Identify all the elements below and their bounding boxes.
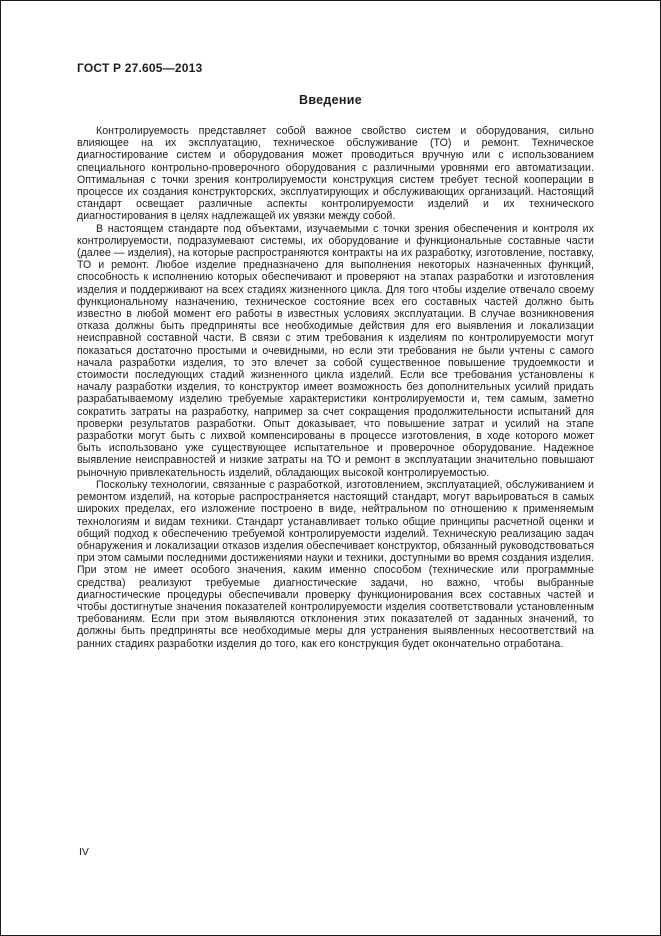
page-number: IV xyxy=(79,846,89,858)
introduction-body xyxy=(77,125,594,650)
page-title: Введение xyxy=(299,93,362,107)
paragraph: В настоящем стандарте под объектами, изучаемыми с точки зрения обеспечения и контроля их контролируемости, подразумевают системы, их оборудование и функциональные составные части (далее — изделия), на которые распространяются контракты на их разработку, изготовление, поставку, ТО и ремонт. Любое изделие предназначено для выполнения некоторых назначенных функций, способность к исполнению которых обеспечивают и проверяют на этапах разработки и изготовления изделия и поддерживают на всех стадиях жизненного цикла. Для того чтобы изделие отвечало своему функциональному назначению, техническое состояние всех его составных частей должно быть известно в любой момент его работы в известных условиях эксплуатации. В случае возникновения отказа должны быть предприняты все необходимые действия для его выявления и локализации неисправной составной части. В связи с этим требования к изделиям по контролируемости могут показаться достаточно простыми и очевидными, но если эти требования не были учтены с самого начала разработки изделия, то это влечет за собой существенное повышение трудоемкости и стоимости последующих стадий жизненного цикла изделий. Если все требования установлены к началу разработки изделия, то конструктор имеет возможность без дополнительных усилий придать разрабатываемому изделию требуемые характеристики контролируемости и, тем самым, заметно сократить затраты на разработку, например за счет сокращения продолжительности испытаний для проверки результатов разработки. Опыт доказывает, что повышение затрат и усилий на этапе разработки могут быть с лихвой компенсированы в процессе изготовления, в ходе которого может быть использовано уже существующее испытательное и проверочное оборудование. Надежное выявление неисправностей и низкие затраты на ТО и ремонт в эксплуатации значительно повышают рыночную привлекательность изделий, обладающих высокой контролируемостью. xyxy=(77,222,594,479)
paragraph: Контролируемость представляет собой важное свойство систем и оборудования, сильно влияющее на их эксплуатацию, техническое обслуживание (ТО) и ремонт. Техническое диагностирование систем и оборудования может проводиться вручную или с использованием специального контрольно-проверочного оборудования с различными уровнями его автоматизации. Оптимальная с точки зрения контролируемости конструкция систем требует тесной кооперации в процессе их создания конструкторских, эксплуатирующих и обслуживающих организаций. Настоящий стандарт освещает различные аспекты контролируемости изделий и их технического диагностирования в целях надлежащей их увязки между собой. xyxy=(77,125,594,223)
paragraph: Поскольку технологии, связанные с разработкой, изготовлением, эксплуатацией, обслуживанием и ремонтом изделий, на которые распространяется настоящий стандарт, могут варьироваться в самых широких пределах, его изложение построено в виде, нейтральном по отношению к применяемым технологиям и видам техники. Стандарт устанавливает только общие принципы расчетной оценки и общий подход к обеспечению требуемой контролируемости изделий. Техническую реализацию задач обнаружения и локализации отказов изделия обеспечивает конструктор, обязанный руководствоваться при этом самыми последними достижениями науки и техники, доступными во время создания изделия. При этом не имеет особого значения, каким именно способом (технические или программные средства) реализуют требуемые диагностические задачи, но важно, чтобы выбранные диагностические процедуры обеспечивали проверку функционирования всех составных частей и чтобы достигнутые значения показателей контролируемости изделия соответствовали установленным требованиям. Если при этом выявляются отклонения этих показателей от заданных значений, то должны быть предприняты все необходимые меры для устранения выявленных несоответствий на ранних стадиях разработки изделия до того, как его конструкция будет окончательно отработана. xyxy=(77,478,594,650)
document-number: ГОСТ Р 27.605—2013 xyxy=(77,61,203,75)
